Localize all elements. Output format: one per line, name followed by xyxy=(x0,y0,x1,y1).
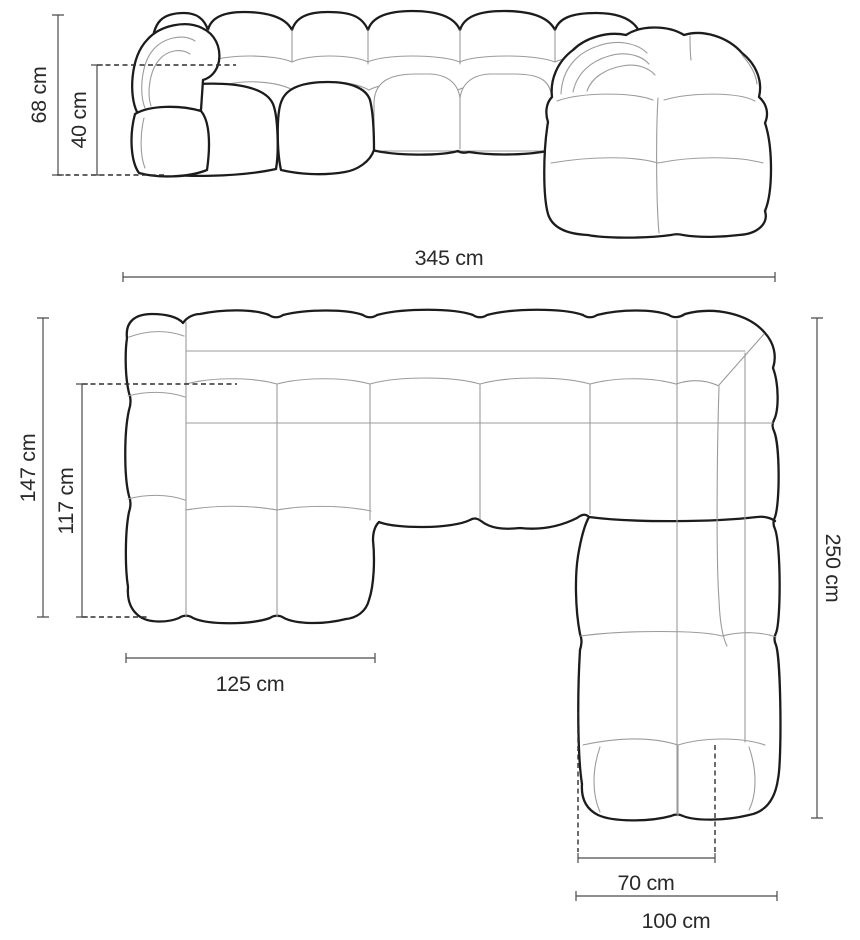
dimension-arm-inner-width xyxy=(578,853,715,895)
dimension-chaise-length xyxy=(126,653,375,696)
arm-outer-width-label: 100 cm xyxy=(641,909,711,933)
seat-height-label: 40 cm xyxy=(67,91,91,149)
top-plan-view xyxy=(125,310,780,821)
front-chaise-seat-right xyxy=(278,82,374,174)
seat-depth-label: 117 cm xyxy=(54,467,78,535)
front-elevation-view xyxy=(132,11,771,238)
dimension-seat-depth xyxy=(54,384,88,617)
dimension-total-width xyxy=(123,246,775,282)
front-left-arm-base xyxy=(132,107,209,177)
chaise-length-label: 125 cm xyxy=(215,672,285,696)
dimension-arm-outer-width xyxy=(576,891,777,933)
arm-inner-width-label: 70 cm xyxy=(617,871,675,895)
total-height-label: 68 cm xyxy=(27,66,51,124)
dimension-right-side-length xyxy=(811,318,845,818)
total-depth-label: 147 cm xyxy=(16,433,40,503)
dimension-seat-height xyxy=(67,65,103,175)
total-width-label: 345 cm xyxy=(414,246,484,270)
right-side-length-label: 250 cm xyxy=(821,533,845,603)
dimension-total-depth xyxy=(16,318,49,617)
dimension-total-height xyxy=(27,15,64,175)
